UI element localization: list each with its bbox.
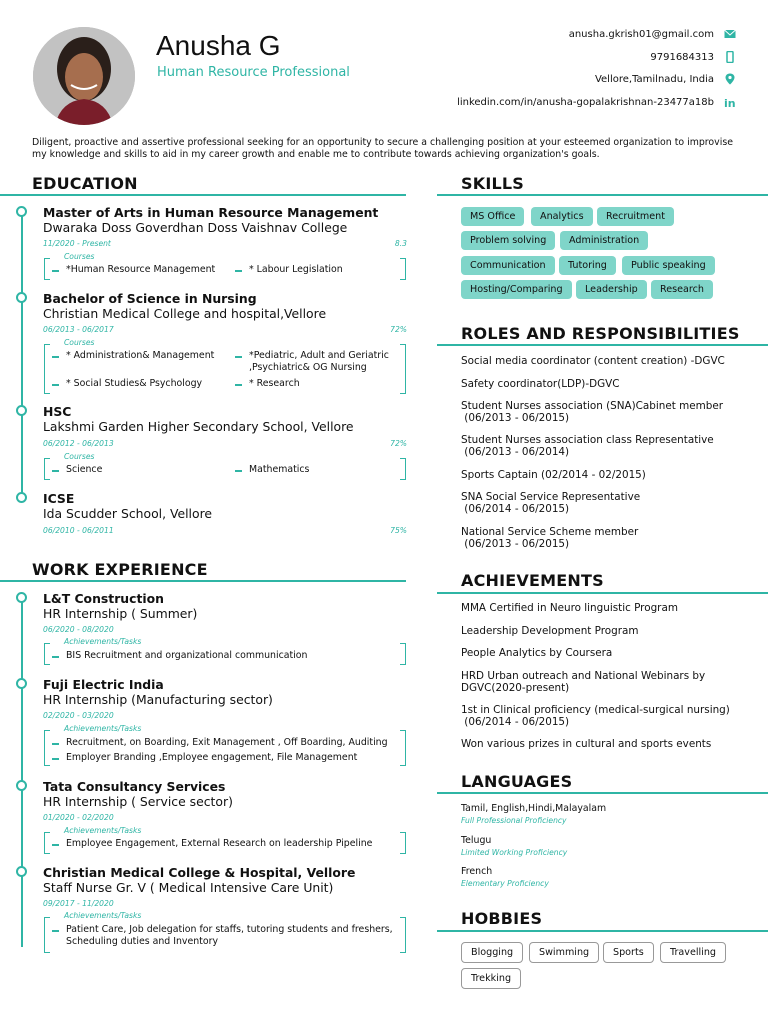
- achievement-item: 1st in Clinical proficiency (medical-surgical nursing): [461, 704, 730, 716]
- course-item: Science: [52, 464, 222, 476]
- courses-label: Courses: [64, 338, 95, 347]
- work-role: Staff Nurse Gr. V ( Medical Intensive Care Unit): [43, 880, 334, 895]
- timeline-dot: [16, 292, 27, 303]
- course-item: * Research: [235, 378, 395, 390]
- achievements-heading: ACHIEVEMENTS: [461, 571, 604, 590]
- task-item: Patient Care, Job delegation for staffs, tutoring students and freshers, Scheduling duties and Inventory: [52, 924, 397, 948]
- language-level: Limited Working Proficiency: [461, 848, 568, 857]
- bracket-right: [400, 917, 406, 953]
- phone-contact[interactable]: [650, 51, 736, 63]
- map-pin-icon: [724, 73, 736, 85]
- linkedin-text[interactable]: linkedin.com/in/anusha-gopalakrishnan-23477a18b: [457, 96, 714, 108]
- summary: Diligent, proactive and assertive professional seeking for an opportunity to secure a challenging position at your esteemed organization to improvise my knowledge and skills to aid in my career growth and enable me to contribute towards achieving organization's goals.: [32, 137, 733, 160]
- timeline-dot: [16, 678, 27, 689]
- task-item: Employee Engagement, External Research on leadership Pipeline: [52, 838, 392, 850]
- location-text: Vellore,Tamilnadu, India: [594, 73, 714, 85]
- achievement-item: People Analytics by Coursera: [461, 647, 613, 659]
- course-item: * Social Studies& Psychology: [52, 378, 227, 390]
- role-item: Student Nurses association class Representative: [461, 434, 714, 446]
- skill-tag: Communication: [461, 256, 555, 275]
- edu-dates: 11/2020 - Present: [43, 239, 111, 248]
- role-item: Safety coordinator(LDP)-DGVC: [461, 378, 620, 390]
- work-company: Christian Medical College & Hospital, Vellore: [43, 865, 356, 880]
- work-dates: 02/2020 - 03/2020: [43, 711, 114, 720]
- work-rule: [0, 580, 406, 582]
- hobby-tag: Trekking: [461, 968, 521, 989]
- skill-tag: Tutoring: [559, 256, 616, 275]
- achievement-item: HRD Urban outreach and National Webinars by: [461, 670, 706, 682]
- hobby-tag: Sports: [603, 942, 654, 963]
- language-name: Tamil, English,Hindi,Malayalam: [461, 803, 607, 814]
- work-timeline: [21, 597, 23, 947]
- timeline-dot: [16, 206, 27, 217]
- bracket-left: [44, 917, 50, 953]
- bracket-right: [400, 832, 406, 854]
- role-item: National Service Scheme member: [461, 526, 639, 538]
- language-name: French: [461, 866, 493, 877]
- edu-degree: Master of Arts in Human Resource Management: [43, 205, 379, 220]
- bracket-right: [400, 258, 406, 280]
- course-item: *Pediatric, Adult and Geriatric ,Psychiatric& OG Nursing: [235, 350, 395, 374]
- work-dates: 06/2020 - 08/2020: [43, 625, 114, 634]
- bracket-right: [400, 458, 406, 480]
- achievement-item: Won various prizes in cultural and sports events: [461, 738, 712, 750]
- edu-dates: 06/2013 - 06/2017: [43, 325, 114, 334]
- linkedin-contact[interactable]: [457, 96, 736, 108]
- skills-rule: [437, 194, 768, 196]
- avatar: [33, 27, 135, 125]
- envelope-icon: [724, 28, 736, 40]
- timeline-dot: [16, 866, 27, 877]
- skill-tag: Problem solving: [461, 231, 555, 250]
- bracket-right: [400, 643, 406, 665]
- skill-tag: Administration: [560, 231, 648, 250]
- language-level: Elementary Proficiency: [461, 879, 549, 888]
- tasks-label: Achievements/Tasks: [64, 637, 142, 646]
- bracket-left: [44, 458, 50, 480]
- location-contact: [595, 73, 736, 85]
- achievement-item: Leadership Development Program: [461, 625, 639, 637]
- hobby-tag: Blogging: [461, 942, 523, 963]
- roles-rule: [437, 344, 768, 346]
- course-item: * Administration& Management: [52, 350, 227, 362]
- role-item: Social media coordinator (content creation) -DGVC: [461, 355, 725, 367]
- skill-tag: MS Office: [461, 207, 524, 226]
- edu-degree: HSC: [43, 404, 72, 419]
- role-item-dates: (06/2013 - 06/2015): [461, 412, 570, 424]
- bracket-right: [400, 730, 406, 766]
- role-item-dates: (06/2013 - 06/2015): [461, 538, 570, 550]
- tasks-label: Achievements/Tasks: [64, 911, 142, 920]
- linkedin-icon: [724, 96, 736, 108]
- skill-tag: Research: [651, 280, 713, 299]
- timeline-dot: [16, 592, 27, 603]
- timeline-dot: [16, 492, 27, 503]
- work-company: Fuji Electric India: [43, 677, 164, 692]
- edu-grade: 8.3: [394, 239, 407, 248]
- edu-dates: 06/2010 - 06/2011: [43, 526, 114, 535]
- role-item: SNA Social Service Representative: [461, 491, 641, 503]
- bracket-left: [44, 643, 50, 665]
- edu-school: Dwaraka Doss Goverdhan Doss Vaishnav College: [43, 220, 348, 235]
- role-item-dates: (06/2013 - 06/2014): [461, 446, 570, 458]
- work-company: L&T Construction: [43, 591, 164, 606]
- education-timeline: [21, 212, 23, 502]
- achievement-item-dates: (06/2014 - 06/2015): [461, 716, 570, 728]
- language-name: Telugu: [461, 835, 492, 846]
- hobby-tag: Travelling: [660, 942, 726, 963]
- skill-tag: Public speaking: [622, 256, 715, 275]
- roles-heading: ROLES AND RESPONSIBILITIES: [461, 324, 740, 343]
- skills-heading: SKILLS: [461, 174, 524, 193]
- work-role: HR Internship (Manufacturing sector): [43, 692, 273, 707]
- course-item: * Labour Legislation: [235, 264, 395, 276]
- language-level: Full Professional Proficiency: [461, 816, 567, 825]
- edu-grade: 75%: [390, 526, 407, 535]
- task-item: BIS Recruitment and organizational communication: [52, 650, 392, 662]
- education-heading: EDUCATION: [32, 174, 138, 193]
- skill-tag: Hosting/Comparing: [461, 280, 572, 299]
- role-item-dates: (06/2014 - 06/2015): [461, 503, 570, 515]
- achievements-rule: [437, 592, 768, 594]
- edu-school: Lakshmi Garden Higher Secondary School, Vellore: [43, 419, 354, 434]
- languages-heading: LANGUAGES: [461, 772, 573, 791]
- edu-school: Ida Scudder School, Vellore: [43, 506, 213, 521]
- email-text[interactable]: anusha.gkrish01@gmail.com: [568, 28, 714, 40]
- hobbies-rule: [437, 930, 768, 932]
- svg-text:in: in: [724, 97, 736, 108]
- achievement-item: DGVC(2020-present): [461, 682, 570, 694]
- email-contact[interactable]: [569, 28, 736, 40]
- timeline-dot: [16, 780, 27, 791]
- bracket-left: [44, 344, 50, 394]
- phone-icon: [724, 51, 736, 63]
- bracket-left: [44, 730, 50, 766]
- hobby-tag: Swimming: [529, 942, 599, 963]
- skill-tag: Recruitment: [597, 207, 674, 226]
- candidate-name: Anusha G: [156, 30, 281, 61]
- education-rule: [0, 194, 406, 196]
- edu-dates: 06/2012 - 06/2013: [43, 439, 114, 448]
- work-company: Tata Consultancy Services: [43, 779, 226, 794]
- bracket-right: [400, 344, 406, 394]
- work-heading: WORK EXPERIENCE: [32, 560, 208, 579]
- course-item: Mathematics: [235, 464, 395, 476]
- courses-label: Courses: [64, 452, 95, 461]
- work-role: HR Internship ( Summer): [43, 606, 198, 621]
- task-item: Recruitment, on Boarding, Exit Management , Off Boarding, Auditing: [52, 737, 392, 749]
- work-dates: 01/2020 - 02/2020: [43, 813, 114, 822]
- bracket-left: [44, 258, 50, 280]
- tasks-label: Achievements/Tasks: [64, 826, 142, 835]
- task-item: Employer Branding ,Employee engagement, File Management: [52, 752, 392, 764]
- timeline-dot: [16, 405, 27, 416]
- skill-tag: Leadership: [576, 280, 647, 299]
- courses-label: Courses: [64, 252, 95, 261]
- hobbies-heading: HOBBIES: [461, 909, 543, 928]
- candidate-title: Human Resource Professional: [157, 65, 350, 80]
- tasks-label: Achievements/Tasks: [64, 724, 142, 733]
- languages-rule: [437, 792, 768, 794]
- edu-school: Christian Medical College and hospital,Vellore: [43, 306, 327, 321]
- edu-degree: ICSE: [43, 491, 75, 506]
- edu-grade: 72%: [390, 325, 407, 334]
- edu-grade: 72%: [390, 439, 407, 448]
- course-item: *Human Resource Management: [52, 264, 222, 276]
- work-dates: 09/2017 - 11/2020: [43, 899, 114, 908]
- role-item: Sports Captain (02/2014 - 02/2015): [461, 469, 646, 481]
- phone-text[interactable]: 9791684313: [650, 51, 714, 63]
- role-item: Student Nurses association (SNA)Cabinet member: [461, 400, 724, 412]
- edu-degree: Bachelor of Science in Nursing: [43, 291, 257, 306]
- work-role: HR Internship ( Service sector): [43, 794, 233, 809]
- skill-tag: Analytics: [531, 207, 593, 226]
- achievement-item: MMA Certified in Neuro linguistic Program: [461, 602, 678, 614]
- bracket-left: [44, 832, 50, 854]
